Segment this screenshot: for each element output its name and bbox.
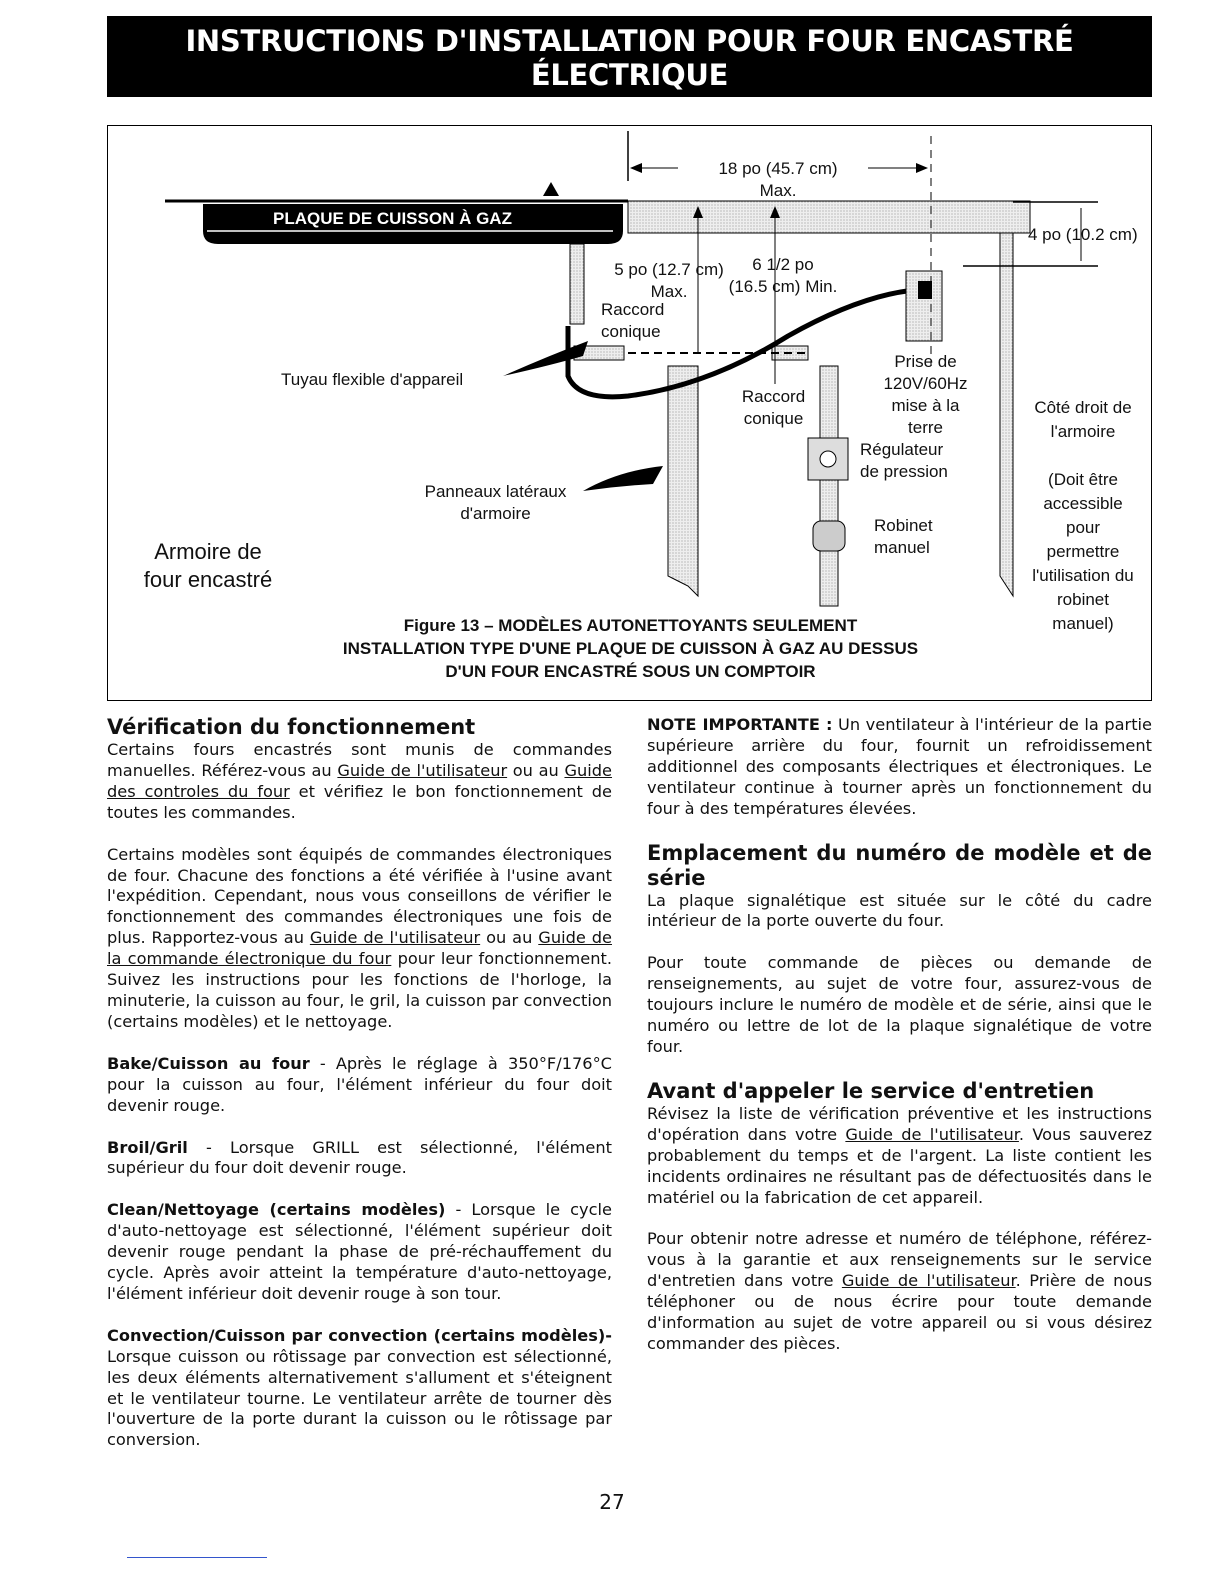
page-title: INSTRUCTIONS D'INSTALLATION POUR FOUR ENCASTRÉ ÉLECTRIQUE [185, 24, 1074, 92]
outlet-label [873, 351, 978, 439]
text: . Prière de nous téléphoner ou de nous écrire pour toute demande d'information au sujet de votre appareil ou si vous désirez commander des pièces. [647, 1271, 1152, 1353]
conique2: conique [743, 409, 804, 428]
user-guide-link[interactable]: Guide de l'utilisateur [309, 928, 481, 948]
text: - Lorsque le cycle d'auto-nettoyage est sélectionné, l'élément supérieur doit devenir rouge pendant la phase de pré-réchauffement du cycle. Après avoir atteint la température d'auto-nettoyage, l'élément inférieur doit devenir rouge à son tour. [107, 1200, 612, 1303]
raccord-label-1 [601, 299, 664, 343]
broil-title: Broil/Gril [107, 1137, 188, 1157]
dim-5-value: 5 po (12.7 cm) [614, 260, 724, 279]
text: Pour obtenir notre adresse et numéro de téléphone, référez-vous à la garantie et aux renseignements sur le service d'entretien dans votre [647, 1229, 1152, 1291]
text: Certains fours encastrés sont munis de commandes manuelles. Référez-vous au [107, 740, 612, 780]
text: . Vous sauverez probablement du temps et de l'argent. La liste contient les incidents ordinaires ne résultant pas de défectuosités dans le matériel ou la fabrication de cet appareil. [647, 1124, 1152, 1207]
dim-18-value: 18 po (45.7 cm) [718, 159, 838, 178]
right-column [647, 715, 1152, 1376]
access-note [1013, 468, 1153, 636]
paragraph-bake [107, 1054, 612, 1117]
caption-line: Figure 13 – MODÈLES AUTONETTOYANTS SEULEMENT [403, 616, 858, 635]
bake-title: Bake/Cuisson au four [107, 1053, 310, 1073]
dim-4-label: 4 po (10.2 cm) [1028, 225, 1138, 244]
doit-line: l'utilisation du [1032, 566, 1134, 585]
regulator-label [860, 439, 948, 483]
dim-6-min: (16.5 cm) Min. [728, 277, 838, 296]
doit-line: manuel) [1052, 614, 1114, 633]
page-header [107, 16, 1152, 116]
clean-title: Clean/Nettoyage (certains modèles) [107, 1200, 446, 1220]
paragraph [107, 740, 612, 824]
caption-line: INSTALLATION TYPE D'UNE PLAQUE DE CUISSON À GAZ AU DESSUS [342, 639, 919, 658]
cabinet-side-panel [668, 366, 698, 596]
raccord1: Raccord [601, 300, 665, 319]
figure-13 [107, 125, 1152, 701]
conique1: conique [601, 322, 661, 341]
text: ou au [507, 760, 565, 780]
burner-icon [543, 182, 559, 196]
cabinet-label [133, 538, 283, 594]
text: Lorsque cuisson ou rôtissage par convection est sélectionné, les deux éléments alternativement s'allument et s'éteignent et le ventilateur tourne. Le ventilateur arrête de tourner dès l'ouverture de la porte durant la cuisson ou le rôtissage par conversion. [107, 1346, 612, 1450]
hose-label: Tuyau flexible d'appareil [281, 370, 464, 389]
cote-line: Côté droit de [1034, 398, 1132, 417]
dim-18-max: Max. [759, 181, 797, 200]
text: Révisez la liste de vérification préventive et les instructions d'opération dans votre [647, 1103, 1152, 1144]
cote-line: l'armoire [1050, 422, 1116, 441]
prise-line: terre [908, 418, 943, 437]
text: - Après le réglage à 350°F/176°C pour la cuisson au four, l'élément inférieur du four doit devenir rouge. [107, 1053, 612, 1115]
heading-avant: Avant d'appeler le service d'entretien [647, 1078, 1095, 1103]
prise-line: mise à la [891, 396, 960, 415]
text: pour leur fonctionnement. Suivez les instructions pour les fonctions de l'horloge, la minuterie, la cuisson au four, le gril, la cuisson par convection (certains modèles) et le nettoyage. [107, 949, 612, 1031]
text: - Lorsque GRILL est sélectionné, l'élément supérieur du four doit devenir rouge. [107, 1137, 612, 1178]
user-guide-link[interactable]: Guide de l'utilisateur [845, 1124, 1019, 1144]
cooktop-label: PLAQUE DE CUISSON À GAZ [273, 209, 512, 228]
doit-line: accessible [1043, 494, 1123, 513]
armoire-line: Armoire de [154, 539, 262, 564]
regulateur-line: de pression [860, 462, 948, 481]
doit-line: permettre [1046, 542, 1120, 561]
figure-caption [108, 614, 1153, 683]
panneaux-line: Panneaux latéraux [424, 482, 567, 501]
raccord-label-2 [736, 386, 811, 430]
convection-title: Convection/Cuisson par convection (certains modèles)- [107, 1325, 612, 1345]
valve-label [874, 515, 933, 559]
doit-line: pour [1065, 518, 1101, 537]
countertop [628, 201, 1030, 233]
heading-emplacement: Emplacement du numéro de modèle et de série [647, 840, 1152, 890]
note-title: NOTE IMPORTANTE : [647, 715, 833, 734]
left-column [107, 715, 612, 1472]
text: ou au [480, 928, 539, 948]
caption-line: D'UN FOUR ENCASTRÉ SOUS UN COMPTOIR [445, 662, 816, 681]
heading-verification: Vérification du fonctionnement [107, 715, 476, 739]
robinet-line: manuel [874, 538, 930, 557]
paragraph-note [647, 715, 1152, 820]
paragraph: La plaque signalétique est située sur le côté du cadre intérieur de la porte ouverte du four. [647, 890, 1152, 931]
page-subtitle: (Modèles à porte ouvrant de côté) [465, 96, 794, 116]
user-guide-link[interactable]: Guide de l'utilisateur [841, 1271, 1016, 1291]
prise-line: 120V/60Hz [883, 374, 968, 393]
text: Un ventilateur à l'intérieur de la partie supérieure arrière du four, fournit un refroidissement additionnel des composants électriques et électroniques. Le ventilateur continue à tourner après un fonctionnement du four à des températures élevées. [647, 715, 1152, 818]
panneaux-line: d'armoire [460, 504, 531, 523]
right-cabinet-side [1000, 233, 1013, 596]
paragraph [647, 1229, 1152, 1354]
text: Certains modèles sont équipés de commandes électroniques de four. Chacune des fonctions a été vérifiée à l'usine avant l'expédition. Cependant, nous vous conseillons de vérifier le fonctionnement des commandes électroniques une fois de plus. Rapportez-vous au [107, 844, 612, 948]
dim-6-label [713, 254, 853, 298]
electronic-control-guide-link[interactable]: Guide de la commande électronique du four [107, 928, 612, 969]
doit-line: robinet [1057, 590, 1109, 609]
paragraph [107, 845, 612, 1033]
side-panels-label [408, 481, 583, 525]
dim-6-value: 6 1/2 po [752, 255, 814, 274]
page-number: 27 [599, 1490, 625, 1514]
dim-18-label [708, 158, 848, 202]
paragraph-clean [107, 1200, 612, 1305]
text: et vérifiez le bon fonctionnement de toutes les commandes. [107, 781, 612, 822]
paragraph: Pour toute commande de pièces ou demande de renseignements, au sujet de votre four, assurez-vous de toujours inclure le numéro de modèle et de série, ainsi que le numéro ou lettre de lot de la plaque signalétique de votre four. [647, 953, 1152, 1056]
controls-guide-link[interactable]: Guide des controles du four [107, 760, 613, 801]
regulateur-line: Régulateur [860, 440, 944, 459]
footer-rule [127, 1557, 267, 1558]
user-guide-link[interactable]: Guide de l'utilisateur [337, 760, 508, 780]
robinet-line: Robinet [874, 516, 933, 535]
paragraph [647, 1104, 1152, 1209]
paragraph-convection [107, 1326, 612, 1451]
prise-line: Prise de [894, 352, 957, 371]
paragraph-broil [107, 1138, 612, 1180]
raccord2: Raccord [741, 387, 806, 406]
right-side-label [1013, 396, 1153, 444]
dim-5-max: Max. [650, 282, 688, 301]
doit-line: (Doit être [1048, 470, 1118, 489]
armoire-line: four encastré [143, 567, 273, 592]
